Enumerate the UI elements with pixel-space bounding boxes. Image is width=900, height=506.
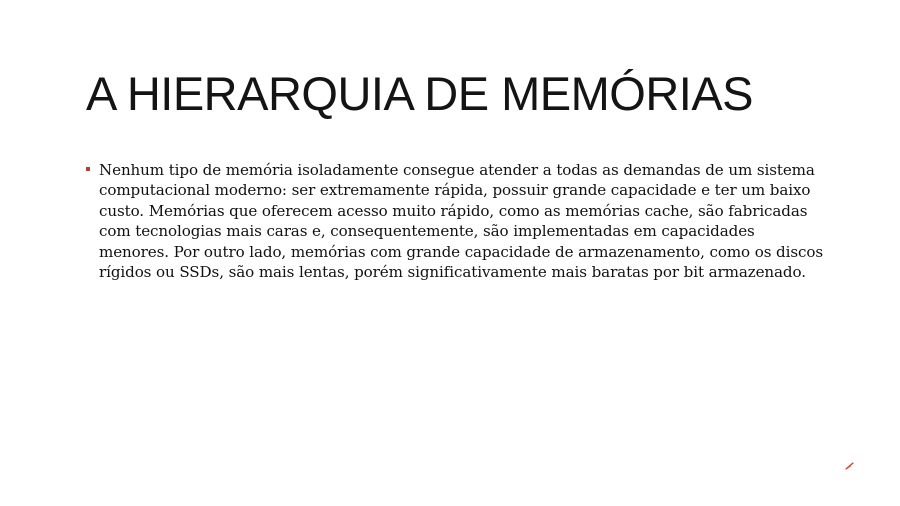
slide-title: A HIERARQUIA DE MEMÓRIAS (86, 67, 754, 120)
bullet-text: Nenhum tipo de memória isoladamente consegue atender a todas as demandas de um sistema computacional moderno: ser extremamente rápida, possuir grande capacidade e ter um baixo custo. Memórias que oferecem acesso muito rápido, como as memórias cache, são fabricadas com tecnologias mais caras e, consequentemente, são implementadas em capacidades menores. Por outro lado, memórias com grande capacidade de armazenamento, como os discos rígidos ou SSDs, são mais lentas, porém significativamente mais baratas por bit armazenado. (99, 161, 823, 282)
square-bullet-icon (86, 167, 90, 171)
pen-stroke-icon (845, 462, 855, 470)
bullet-list (86, 160, 826, 282)
bullet-item (86, 160, 826, 282)
